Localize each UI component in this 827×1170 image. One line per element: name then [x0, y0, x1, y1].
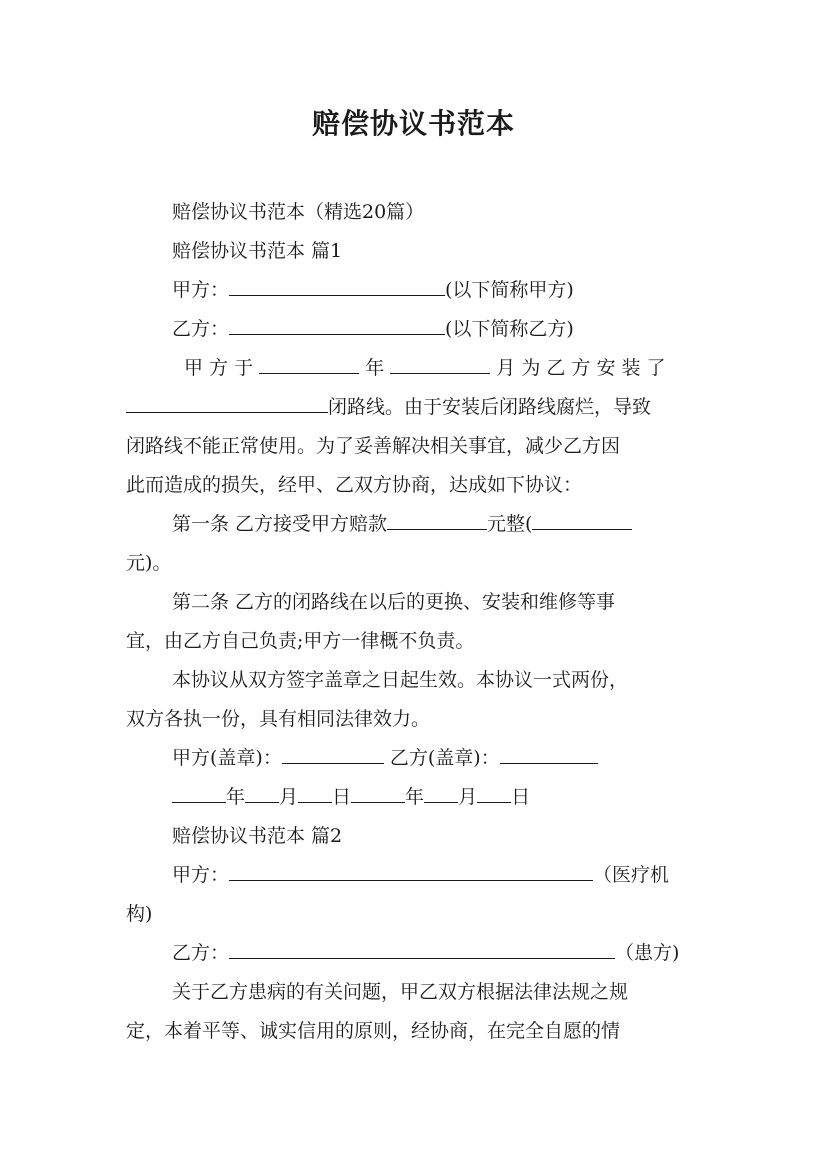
p2-party-a-wrap: 构): [126, 903, 153, 925]
document-title: 赔偿协议书范本: [311, 107, 515, 140]
heading-part-1: 赔偿协议书范本 篇1: [172, 240, 343, 262]
effect-line2: 双方各执一份，具有相同法律效力。: [126, 708, 431, 730]
para1-c: 月 为 乙 方 安 装 了: [496, 357, 666, 379]
date-a-day: 日: [332, 786, 352, 808]
article2-line2: 宜，由乙方自己负责;甲方一律概不负责。: [126, 630, 475, 652]
art1-a: 第一条 乙方接受甲方赔款: [172, 513, 388, 535]
seal-b-blank: [500, 746, 598, 764]
p2-party-a-label: 甲方：: [172, 864, 230, 886]
para1-month-blank: [390, 356, 490, 374]
para1-line2: [126, 395, 651, 419]
para1-line1: [184, 356, 666, 380]
p2-party-b-label: 乙方：: [172, 942, 230, 964]
party-b-label: 乙方：: [172, 318, 230, 340]
party-a-label: 甲方：: [172, 279, 230, 301]
date-b-month-blank: [424, 785, 458, 803]
party-b-blank: [229, 317, 445, 335]
date-a-month-blank: [245, 785, 279, 803]
para1-b: 年: [365, 357, 385, 379]
party-a-blank: [229, 278, 445, 296]
date-b-month: 月: [458, 786, 478, 808]
para1-line3: 闭路线不能正常使用。为了妥善解决相关事宜，减少乙方因: [126, 435, 621, 457]
date-b-day-blank: [477, 785, 511, 803]
art1-amount-upper-blank: [532, 512, 632, 530]
seal-line: [172, 746, 598, 770]
seal-a-label: 甲方(盖章)：: [172, 747, 282, 769]
p2-party-b-line: [172, 941, 679, 965]
p2-party-a-suffix: （医疗机: [593, 864, 670, 886]
article2-line1: 第二条 乙方的闭路线在以后的更换、安装和维修等事: [172, 591, 616, 613]
p2-para-line2: 定，本着平等、诚实信用的原则，经协商，在完全自愿的情: [126, 1020, 621, 1042]
article1-line2: 元)。: [126, 552, 172, 574]
p2-party-b-blank: [229, 941, 615, 959]
para1-d: 闭路线。由于安装后闭路线腐烂，导致: [328, 396, 652, 418]
effect-line1: 本协议从双方签字盖章之日起生效。本协议一式两份，: [172, 669, 629, 691]
art1-b: 元整(: [487, 513, 533, 535]
date-a-year-blank: [172, 785, 226, 803]
p2-party-b-suffix: （患方): [615, 942, 680, 964]
party-a-suffix: (以下简称甲方): [445, 279, 574, 301]
date-b-year: 年: [405, 786, 425, 808]
date-a-year: 年: [226, 786, 246, 808]
para1-item-blank: [126, 395, 328, 413]
seal-a-blank: [282, 746, 384, 764]
p2-party-a-line: [172, 863, 669, 887]
party-a-line: [172, 278, 574, 302]
date-a-day-blank: [298, 785, 332, 803]
party-b-line: [172, 317, 574, 341]
para1-year-blank: [259, 356, 359, 374]
party-b-suffix: (以下简称乙方): [445, 318, 574, 340]
heading-part-2: 赔偿协议书范本 篇2: [172, 825, 343, 847]
article1-line1: [172, 512, 632, 536]
date-b-year-blank: [351, 785, 405, 803]
seal-b-label: 乙方(盖章)：: [389, 747, 500, 769]
p2-para-line1: 关于乙方患病的有关问题，甲乙双方根据法律法规之规: [172, 981, 629, 1003]
date-a-month: 月: [279, 786, 299, 808]
heading-main: 赔偿协议书范本（精选20篇）: [172, 201, 425, 223]
para1-a: 甲 方 于: [184, 357, 254, 379]
date-line: [172, 785, 530, 809]
para1-line4: 此而造成的损失，经甲、乙双方协商，达成如下协议：: [126, 474, 583, 496]
date-b-day: 日: [511, 786, 531, 808]
art1-amount-blank: [387, 512, 487, 530]
p2-party-a-blank: [229, 863, 593, 881]
